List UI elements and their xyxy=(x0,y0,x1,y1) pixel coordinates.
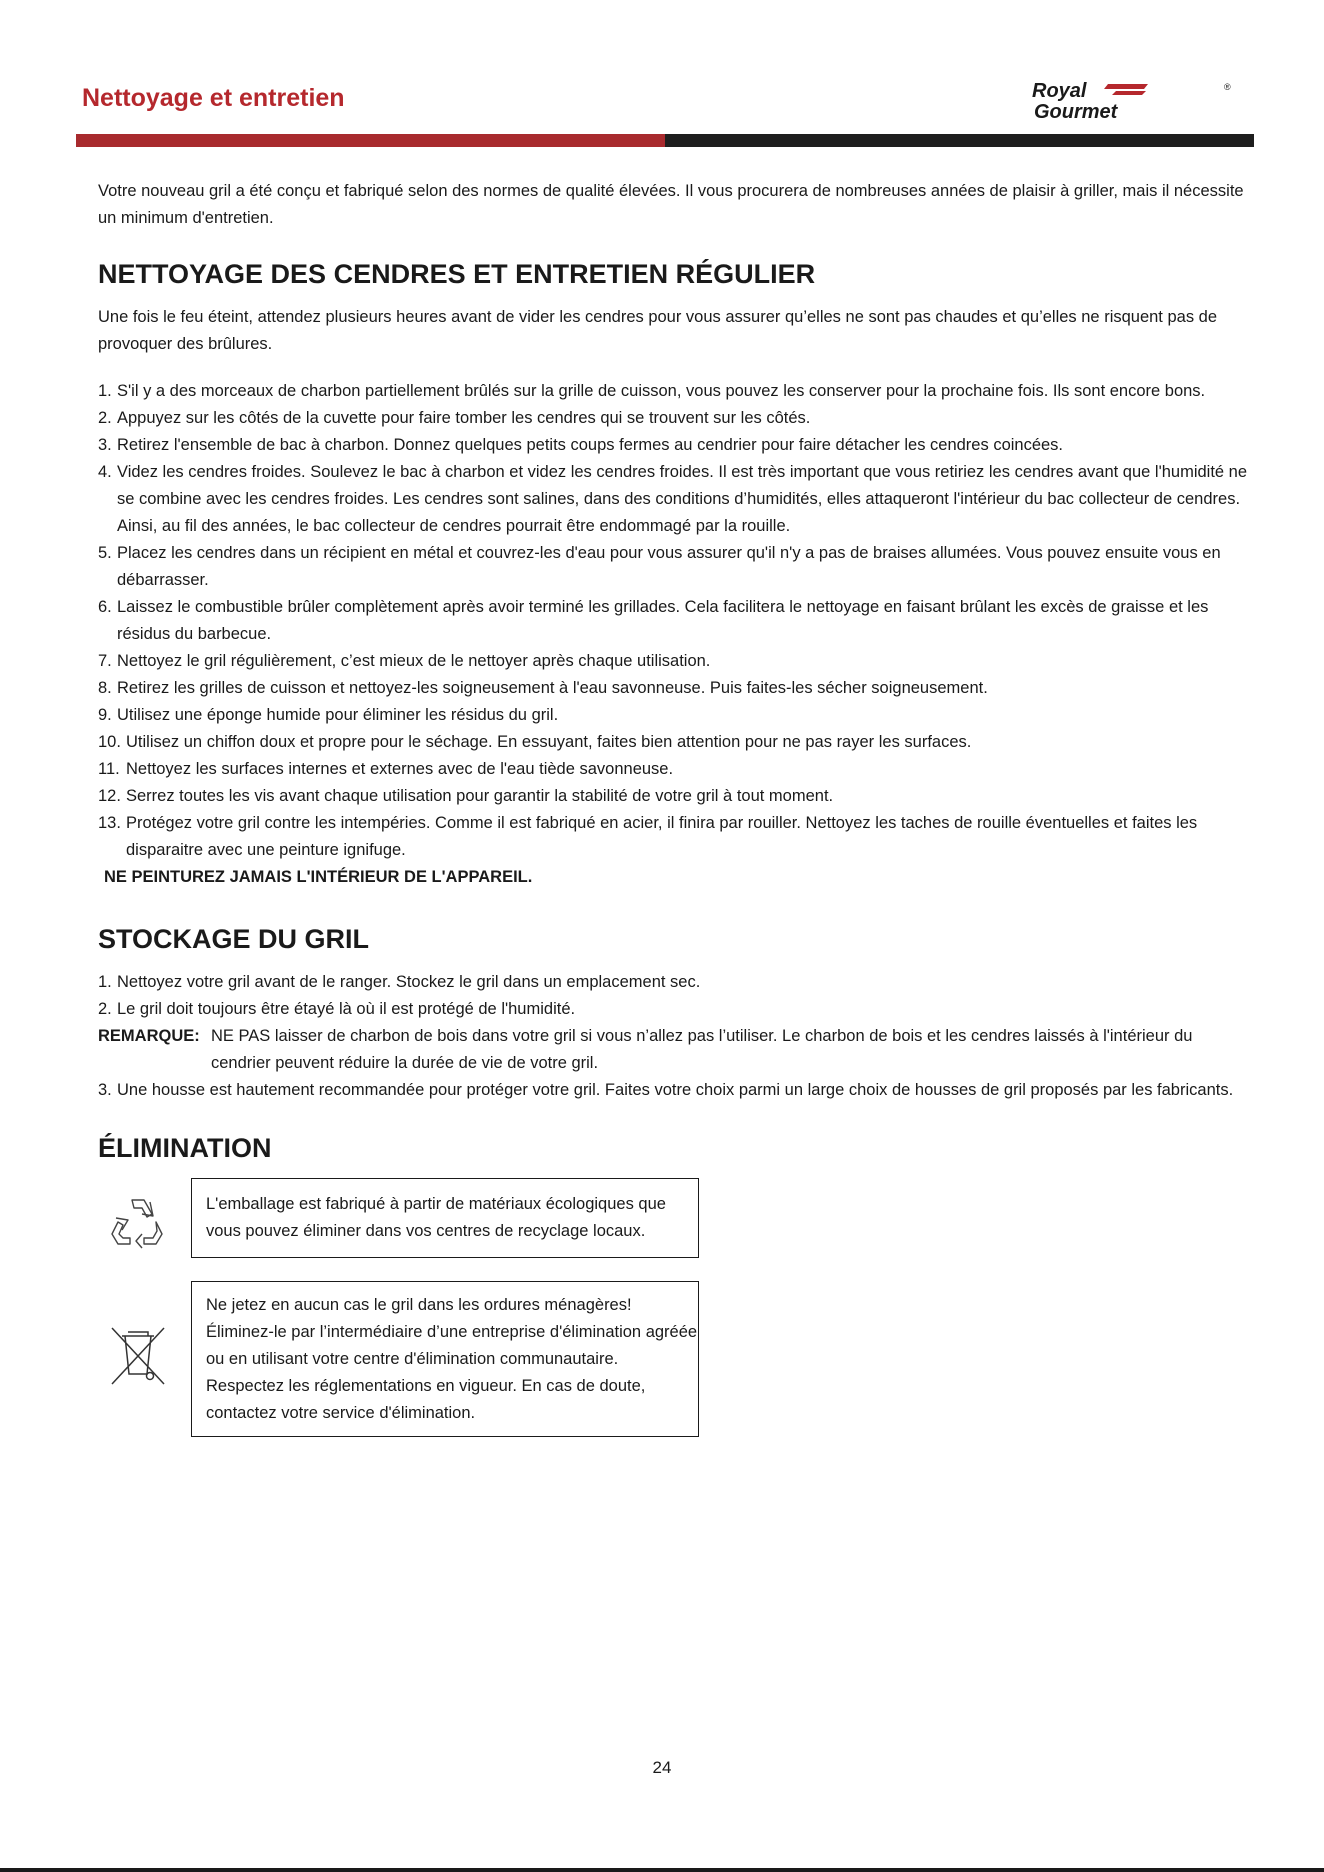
bottom-rule xyxy=(0,1868,1324,1872)
intro-paragraph: Votre nouveau gril a été conçu et fabriqué selon des normes de qualité élevées. Il vous procurera de nombreuses années de plaisir à griller, mais il nécessite un minimum d'entretien. xyxy=(98,182,1244,227)
section-heading-disposal: ÉLIMINATION xyxy=(98,1133,272,1163)
list-item: 2. Appuyez sur les côtés de la cuvette pour faire tomber les cendres qui se trouvent sur les côtés. xyxy=(98,409,811,427)
list-item: 7. Nettoyez le gril régulièrement, c’est mieux de le nettoyer après chaque utilisation. xyxy=(98,652,711,670)
crossed-out-bin-icon xyxy=(108,1324,168,1388)
header-bar-red xyxy=(76,134,665,147)
disposal-block xyxy=(98,1178,1254,1448)
list-item: 3. Retirez l'ensemble de bac à charbon. Donnez quelques petits coups fermes au cendrier pour faire détacher les cendres coincées. xyxy=(98,436,1064,454)
storage-steps-list-continued xyxy=(98,1077,1254,1104)
list-item: 2. Le gril doit toujours être étayé là où il est protégé de l'humidité. xyxy=(98,1000,576,1018)
list-item: 4. Videz les cendres froides. Soulevez le bac à charbon et videz les cendres froides. Il est très important que vous retiriez les cendres avant que l'humidité ne se combine avec les cendres froides. Les cendres sont salines, dans des conditions d’humidités, elles attaqueront l'intérieur du bac collecteur de cendres. Ainsi, au fil des années, le bac collecteur de cendres pourrait être endommagé par la rouille. xyxy=(98,463,1248,535)
list-item: 11. Nettoyez les surfaces internes et externes avec de l'eau tiède savonneuse. xyxy=(98,760,674,778)
registered-mark: ® xyxy=(1224,82,1231,92)
list-item: 10. Utilisez un chiffon doux et propre pour le séchage. En essuyant, faites bien attention pour ne pas rayer les surfaces. xyxy=(98,733,972,751)
royal-gourmet-logo xyxy=(1028,80,1231,123)
storage-steps-list xyxy=(98,969,1254,1023)
note-text: NE PAS laisser de charbon de bois dans votre gril si vous n’allez pas l’utiliser. Le charbon de bois et les cendres laissés à l'intérieur du cendrier peuvent réduire la durée de vie de votre gril. xyxy=(211,1027,1193,1072)
packaging-info-box xyxy=(191,1178,699,1258)
page-number: 24 xyxy=(652,1758,672,1777)
header-bar-dark xyxy=(665,134,1254,147)
cleaning-steps-list xyxy=(98,378,1254,864)
list-item: 1. Nettoyez votre gril avant de le ranger. Stockez le gril dans un emplacement sec. xyxy=(98,973,701,991)
logo-line1: Royal xyxy=(1032,80,1087,102)
packaging-info-text: L'emballage est fabriqué à partir de matériaux écologiques que vous pouvez éliminer dans vos centres de recyclage locaux. xyxy=(206,1195,666,1240)
storage-note xyxy=(98,1023,1254,1077)
list-item: 1. S'il y a des morceaux de charbon partiellement brûlés sur la grille de cuisson, vous pouvez les conserver pour la prochaine fois. Ils sont encore bons. xyxy=(98,382,1206,400)
paint-warning: NE PEINTUREZ JAMAIS L'INTÉRIEUR DE L'APPAREIL. xyxy=(104,868,533,886)
recycle-icon xyxy=(106,1192,170,1256)
list-item: 5. Placez les cendres dans un récipient en métal et couvrez-les d'eau pour vous assurer qu'il n'y a pas de braises allumées. Vous pouvez ensuite vous en débarrasser. xyxy=(98,544,1221,589)
list-item: 13. Protégez votre gril contre les intempéries. Comme il est fabriqué en acier, il finira par rouiller. Nettoyez les taches de rouille éventuelles et faites les disparaitre avec une peinture ignifuge. xyxy=(98,814,1198,859)
disposal-info-text: Ne jetez en aucun cas le gril dans les ordures ménagères! Éliminez-le par l’intermédiaire d’une entreprise d'élimination agréée ou en utilisant votre centre d'élimination communautaire. Respectez les réglementations en vigueur. En cas de doute, contactez votre service d'élimination. xyxy=(206,1296,698,1422)
list-item: 12. Serrez toutes les vis avant chaque utilisation pour garantir la stabilité de votre gril à tout moment. xyxy=(98,787,834,805)
ash-paragraph: Une fois le feu éteint, attendez plusieurs heures avant de vider les cendres pour vous assurer qu’elles ne sont pas chaudes et qu’elles ne risquent pas de provoquer des brûlures. xyxy=(98,308,1218,353)
list-item: 3. Une housse est hautement recommandée pour protéger votre gril. Faites votre choix parmi un large choix de housses de gril proposés par les fabricants. xyxy=(98,1081,1234,1099)
list-item: 9. Utilisez une éponge humide pour éliminer les résidus du gril. xyxy=(98,706,559,724)
page-content xyxy=(98,178,1254,1448)
section-heading-cleaning: NETTOYAGE DES CENDRES ET ENTRETIEN RÉGULIER xyxy=(98,259,816,289)
list-item: 6. Laissez le combustible brûler complètement après avoir terminé les grillades. Cela facilitera le nettoyage en faisant brûlant les excès de graisse et les résidus du barbecue. xyxy=(98,598,1209,643)
disposal-info-box xyxy=(191,1281,699,1437)
list-item: 8. Retirez les grilles de cuisson et nettoyez-les soigneusement à l'eau savonneuse. Puis faites-les sécher soigneusement. xyxy=(98,679,988,697)
note-label: REMARQUE: xyxy=(98,1027,200,1045)
logo-line2: Gourmet xyxy=(1034,101,1118,123)
page-section-title: Nettoyage et entretien xyxy=(82,84,345,112)
section-heading-storage: STOCKAGE DU GRIL xyxy=(98,924,370,954)
